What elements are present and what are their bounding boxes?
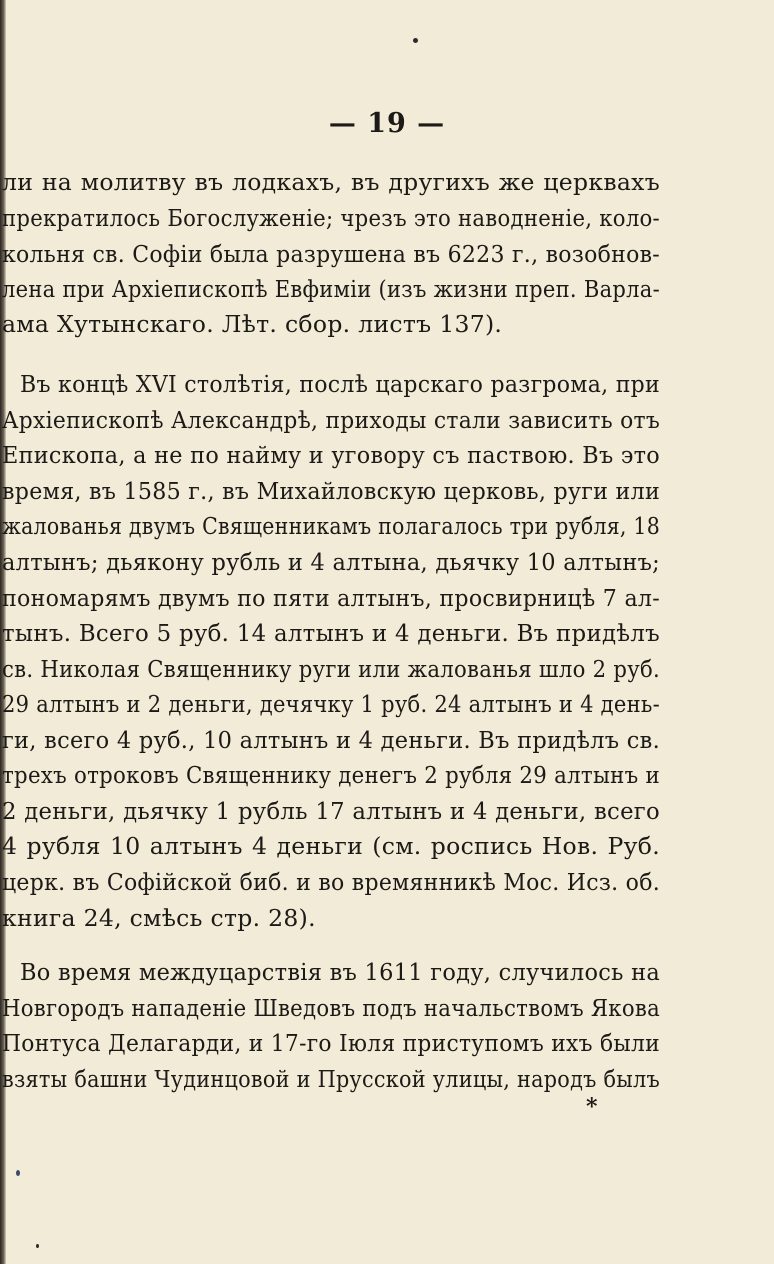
text-line: св. Николая Священнику руги или жалованья шло 2 руб. [2, 655, 660, 683]
text-line: Во время междуцарствія въ 1611 году, случилось на [20, 958, 660, 986]
text-line: книга 24, смѣсь стр. 28). [2, 904, 316, 932]
text-line: пономарямъ двумъ по пяти алтынъ, просвирницѣ 7 ал- [2, 584, 660, 612]
text-line: Понтуса Делагарди, и 17-го Іюля приступомъ ихъ были [2, 1029, 660, 1057]
text-line: Епископа, а не по найму и уговору съ паствою. Въ это [2, 441, 660, 469]
text-line: Въ концѣ XVI столѣтія, послѣ царскаго разгрома, при [20, 370, 660, 398]
text-line: 29 алтынъ и 2 деньги, дечячку 1 руб. 24 алтынъ и 4 день- [2, 690, 660, 718]
text-line: прекратилось Богослуженіе; чрезъ это наводненіе, коло- [2, 204, 660, 232]
ink-speck [16, 1170, 20, 1176]
text-line: взяты башни Чудинцовой и Прусской улицы, народъ былъ [2, 1065, 660, 1093]
text-line: ли на молитву въ лодкахъ, въ другихъ же церквахъ [2, 168, 660, 196]
text-line: тынъ. Всего 5 руб. 14 алтынъ и 4 деньги. Въ придѣлъ [2, 619, 660, 647]
text-line: церк. въ Софійской биб. и во времянникѣ Мос. Исз. об. [2, 868, 660, 896]
footer-mark: * [586, 1094, 598, 1120]
ink-speck [36, 1244, 39, 1248]
text-line: трехъ отроковъ Священнику денегъ 2 рубля 29 алтынъ и [2, 761, 660, 789]
ink-speck [413, 38, 418, 43]
text-line: алтынъ; дьякону рубль и 4 алтына, дьячку 10 алтынъ; [2, 548, 660, 576]
page-number: — 19 — [328, 108, 446, 139]
text-line: ги, всего 4 руб., 10 алтынъ и 4 деньги. Въ придѣлъ св. [2, 726, 660, 754]
text-line: лена при Архіепископѣ Евфиміи (изъ жизни преп. Варла- [2, 275, 660, 303]
text-line: 2 деньги, дьячку 1 рубль 17 алтынъ и 4 деньги, всего [2, 797, 660, 825]
text-line: жалованья двумъ Священникамъ полагалось три рубля, 18 [2, 512, 660, 540]
text-line: Архіепископѣ Александрѣ, приходы стали зависить отъ [2, 406, 660, 434]
text-line: ама Хутынскаго. Лѣт. сбор. листъ 137). [2, 310, 503, 338]
text-line: время, въ 1585 г., въ Михайловскую церковь, руги или [2, 477, 660, 505]
text-line: Новгородъ нападеніе Шведовъ подъ начальствомъ Якова [2, 994, 660, 1022]
text-line: 4 рубля 10 алтынъ 4 деньги (см. роспись Нов. Руб. [2, 832, 660, 860]
text-line: кольня св. Софіи была разрушена въ 6223 г., возобнов- [2, 240, 660, 268]
